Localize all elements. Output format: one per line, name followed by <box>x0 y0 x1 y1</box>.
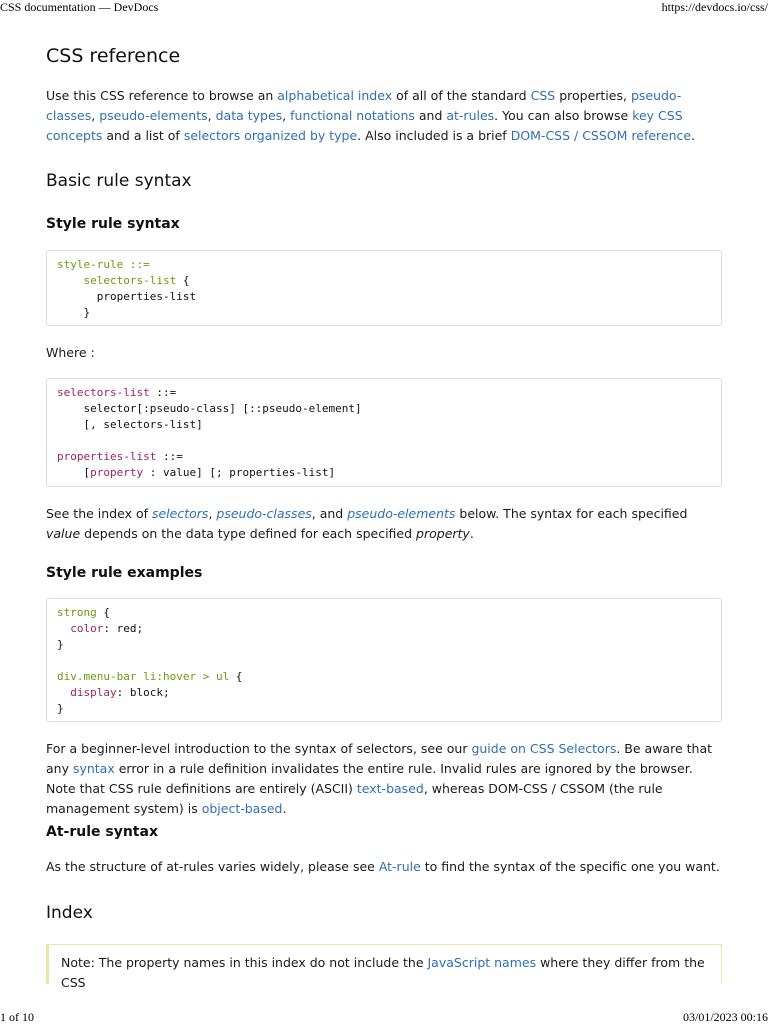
link-at-rules[interactable]: at-rules <box>446 108 495 123</box>
link-data-types[interactable]: data types <box>215 108 283 123</box>
intro-paragraph: Use this CSS reference to browse an alphabetical index of all of the standard CSS properties, pseudo-classes, pseudo-elements, data types, functional notations and at-rules. You can also browse key CSS concepts and a list of selectors organized by type. Also included is a brief DOM-CSS / CSSOM reference. <box>46 88 696 143</box>
link-functional-notations[interactable]: functional notations <box>290 108 415 123</box>
heading-style-rule-syntax: Style rule syntax <box>46 216 180 232</box>
print-footer-page: 1 of 10 <box>0 1010 34 1024</box>
index-note: Note: The property names in this index do not include the JavaScript names where they differ from the CSS <box>46 944 722 984</box>
at-rule-paragraph: As the structure of at-rules varies widely, please see At-rule to find the syntax of the specific one you want. <box>46 859 720 874</box>
beginner-paragraph: For a beginner-level introduction to the syntax of selectors, see our guide on CSS Selectors. Be aware that any syntax error in a rule definition invalidates the entire rule. Invalid rules are ignored by the browser. Note that CSS rule definitions are entirely (ASCII) text-based, whereas DOM-CSS / CSSOM (the rule management system) is object-based. <box>46 741 713 816</box>
link-javascript-names[interactable]: JavaScript names <box>427 955 537 970</box>
heading-index: Index <box>46 903 93 923</box>
print-header-title: CSS documentation — DevDocs <box>0 0 159 14</box>
print-footer-datetime: 03/01/2023 00:16 <box>682 1010 768 1024</box>
code-block-selectors-list: selectors-list ::= selector[:pseudo-class] [::pseudo-element] [, selectors-list] properties-list ::= [property : value] [; properties-list] <box>46 378 722 487</box>
link-pseudo-classes[interactable]: pseudo-classes <box>46 88 682 123</box>
code-block-style-rule: style-rule ::= selectors-list { properties-list } <box>46 250 722 326</box>
link-at-rule[interactable]: At-rule <box>378 859 421 874</box>
link-css[interactable]: CSS <box>530 88 556 103</box>
link-selectors-by-type[interactable]: selectors organized by type <box>183 128 358 143</box>
link-alphabetical-index[interactable]: alphabetical index <box>277 88 393 103</box>
heading-style-rule-examples: Style rule examples <box>46 565 203 581</box>
link-selectors[interactable]: selectors <box>151 506 209 521</box>
heading-basic-rule-syntax: Basic rule syntax <box>46 171 192 191</box>
link-syntax[interactable]: syntax <box>72 761 115 776</box>
heading-at-rule-syntax: At-rule syntax <box>46 824 158 840</box>
link-object-based[interactable]: object-based <box>201 801 283 816</box>
link-pseudo-classes-index[interactable]: pseudo-classes <box>216 506 312 521</box>
link-text-based[interactable]: text-based <box>356 781 424 796</box>
see-index-paragraph: See the index of selectors, pseudo-classes, and pseudo-elements below. The syntax for each specified value depends on the data type defined for each specified property. <box>46 506 688 541</box>
link-guide-css-selectors[interactable]: guide on CSS Selectors <box>471 741 617 756</box>
print-header-url: https://devdocs.io/css/ <box>661 0 768 14</box>
where-label: Where : <box>46 345 95 360</box>
link-key-css-concepts[interactable]: key CSS concepts <box>46 108 683 143</box>
link-dom-css-cssom[interactable]: DOM-CSS / CSSOM reference <box>510 128 692 143</box>
page-title: CSS reference <box>46 45 181 67</box>
code-block-examples: strong { color: red; } div.menu-bar li:hover > ul { display: block; } <box>46 598 722 722</box>
link-pseudo-elements-index[interactable]: pseudo-elements <box>347 506 456 521</box>
link-pseudo-elements[interactable]: pseudo-elements <box>99 108 208 123</box>
